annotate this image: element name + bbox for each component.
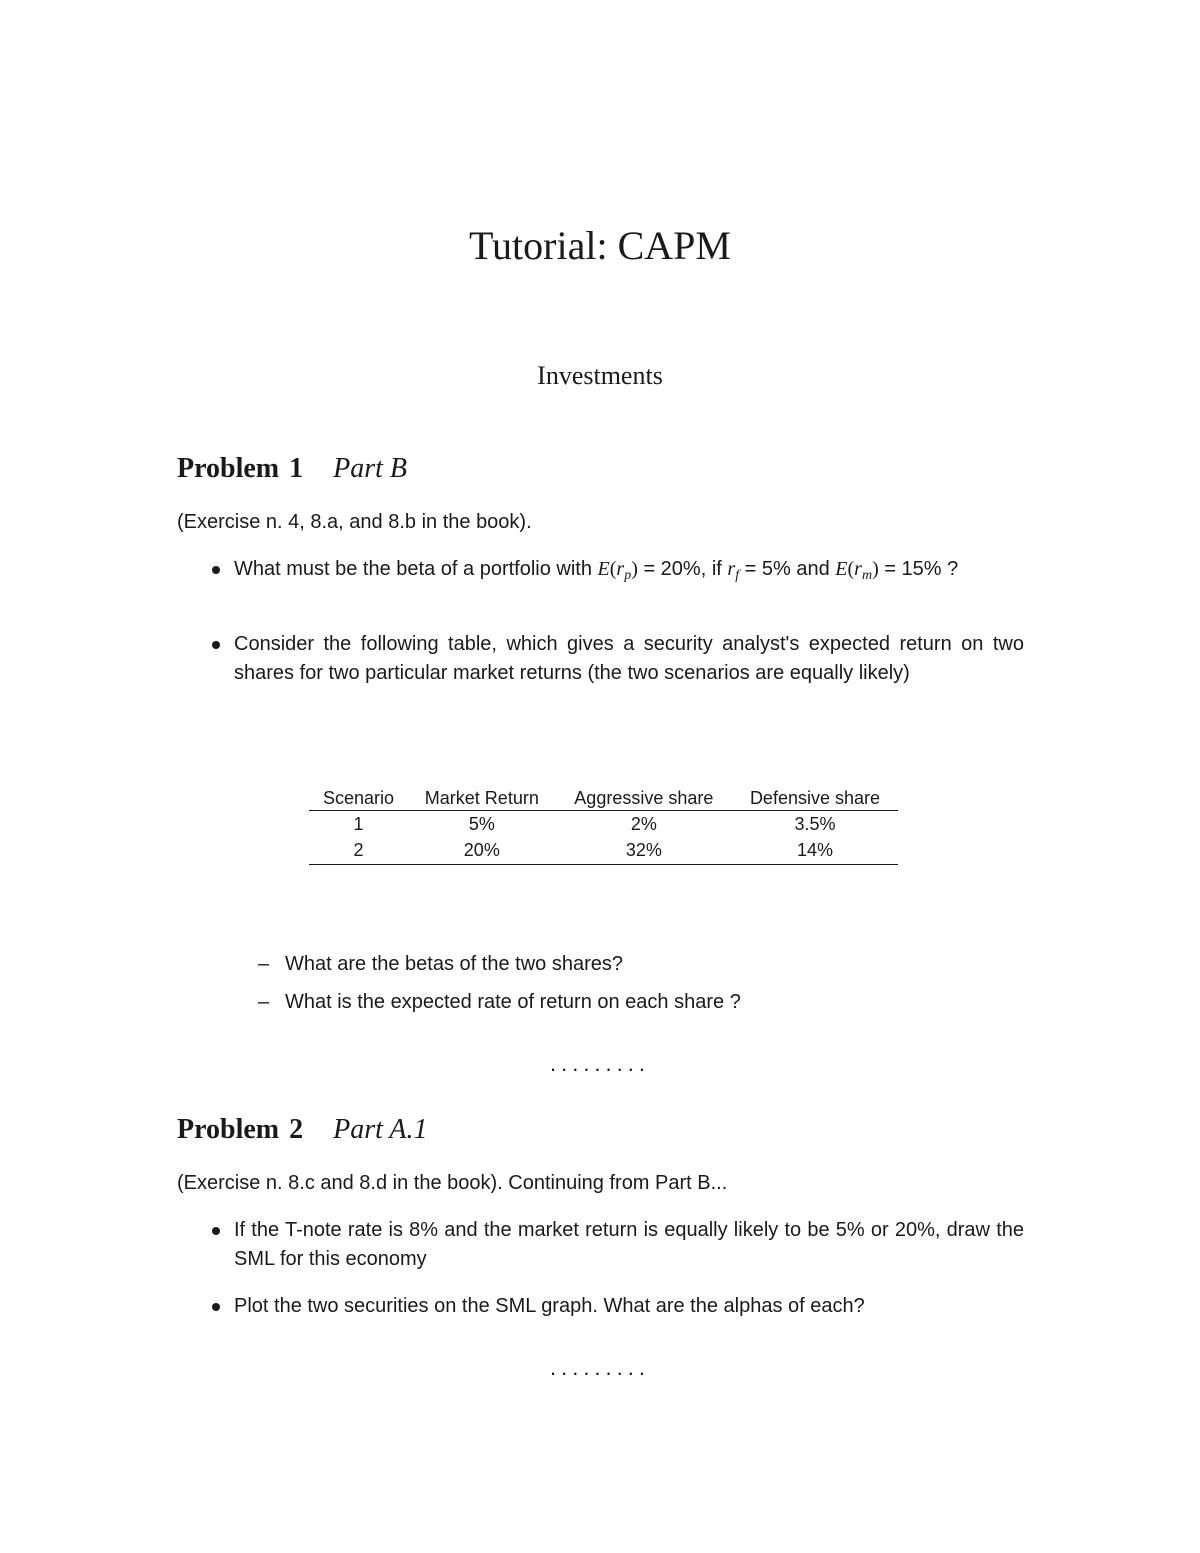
table-cell: 2	[309, 837, 408, 865]
problem-2-heading	[177, 1113, 428, 1147]
table-header-cell: Market Return	[408, 786, 556, 811]
table-header-cell: Scenario	[309, 786, 408, 811]
table-cell: 32%	[556, 837, 732, 865]
table-cell: 1	[353, 814, 364, 834]
scenario-table	[309, 786, 898, 865]
table-header-row	[309, 786, 898, 811]
dash-mark: –	[258, 991, 270, 1013]
dash-mark: –	[258, 953, 270, 975]
bullet-dot-icon	[212, 641, 220, 649]
problem-1-subitem-1: – What are the betas of the two shares?	[285, 950, 623, 979]
section-separator: .........	[549, 1355, 650, 1380]
problem-1-heading	[177, 452, 407, 486]
bullet-dot-icon	[212, 1303, 220, 1311]
problem-1-label: Problem	[177, 453, 280, 484]
problem-1-bullet-1: What must be the beta of a portfolio with $E(r_p) = 20\%$, if $r_f = 5\%$ and $E(r_m) = 15\%$ ?	[234, 555, 1024, 590]
problem-2-bullet-1: If the T-note rate is 8% and the market return is equally likely to be 5% or 20%, draw the SML for this economy	[234, 1216, 1024, 1274]
problem-1-number: 1	[289, 453, 304, 484]
problem-1-intro: (Exercise n. 4, 8.a, and 8.b in the book).	[177, 511, 532, 533]
table-row	[309, 811, 898, 838]
problem-2-bullet-2: Plot the two securities on the SML graph. What are the alphas of each?	[234, 1292, 1024, 1321]
problem-1-bullet-2: Consider the following table, which gives a security analyst's expected return on two shares for two particular market returns (the two scenarios are equally likely)	[234, 630, 1024, 688]
table-cell: 3.5%	[794, 814, 836, 834]
table-cell: 20%	[408, 837, 556, 865]
table-row	[309, 837, 898, 865]
document-subtitle: Investments	[537, 361, 663, 390]
problem-2-number: 2	[289, 1114, 304, 1145]
table-cell: 2%	[630, 814, 657, 834]
problem-1-part: Part B	[333, 453, 408, 484]
table-header-cell: Defensive share	[732, 786, 898, 811]
problem-2-label: Problem	[177, 1114, 280, 1145]
document-title: Tutorial: CAPM	[469, 223, 731, 268]
table-cell: 14%	[732, 837, 898, 865]
problem-2-intro: (Exercise n. 8.c and 8.d in the book). Continuing from Part B...	[177, 1172, 728, 1194]
table-header-cell: Aggressive share	[556, 786, 732, 811]
problem-1-subitem-2: – What is the expected rate of return on each share ?	[285, 988, 741, 1017]
bullet-dot-icon	[212, 566, 220, 574]
problem-2-part: Part A.1	[333, 1114, 428, 1145]
table-cell: 5%	[468, 814, 495, 834]
section-separator: .........	[549, 1051, 650, 1076]
bullet-dot-icon	[212, 1227, 220, 1235]
